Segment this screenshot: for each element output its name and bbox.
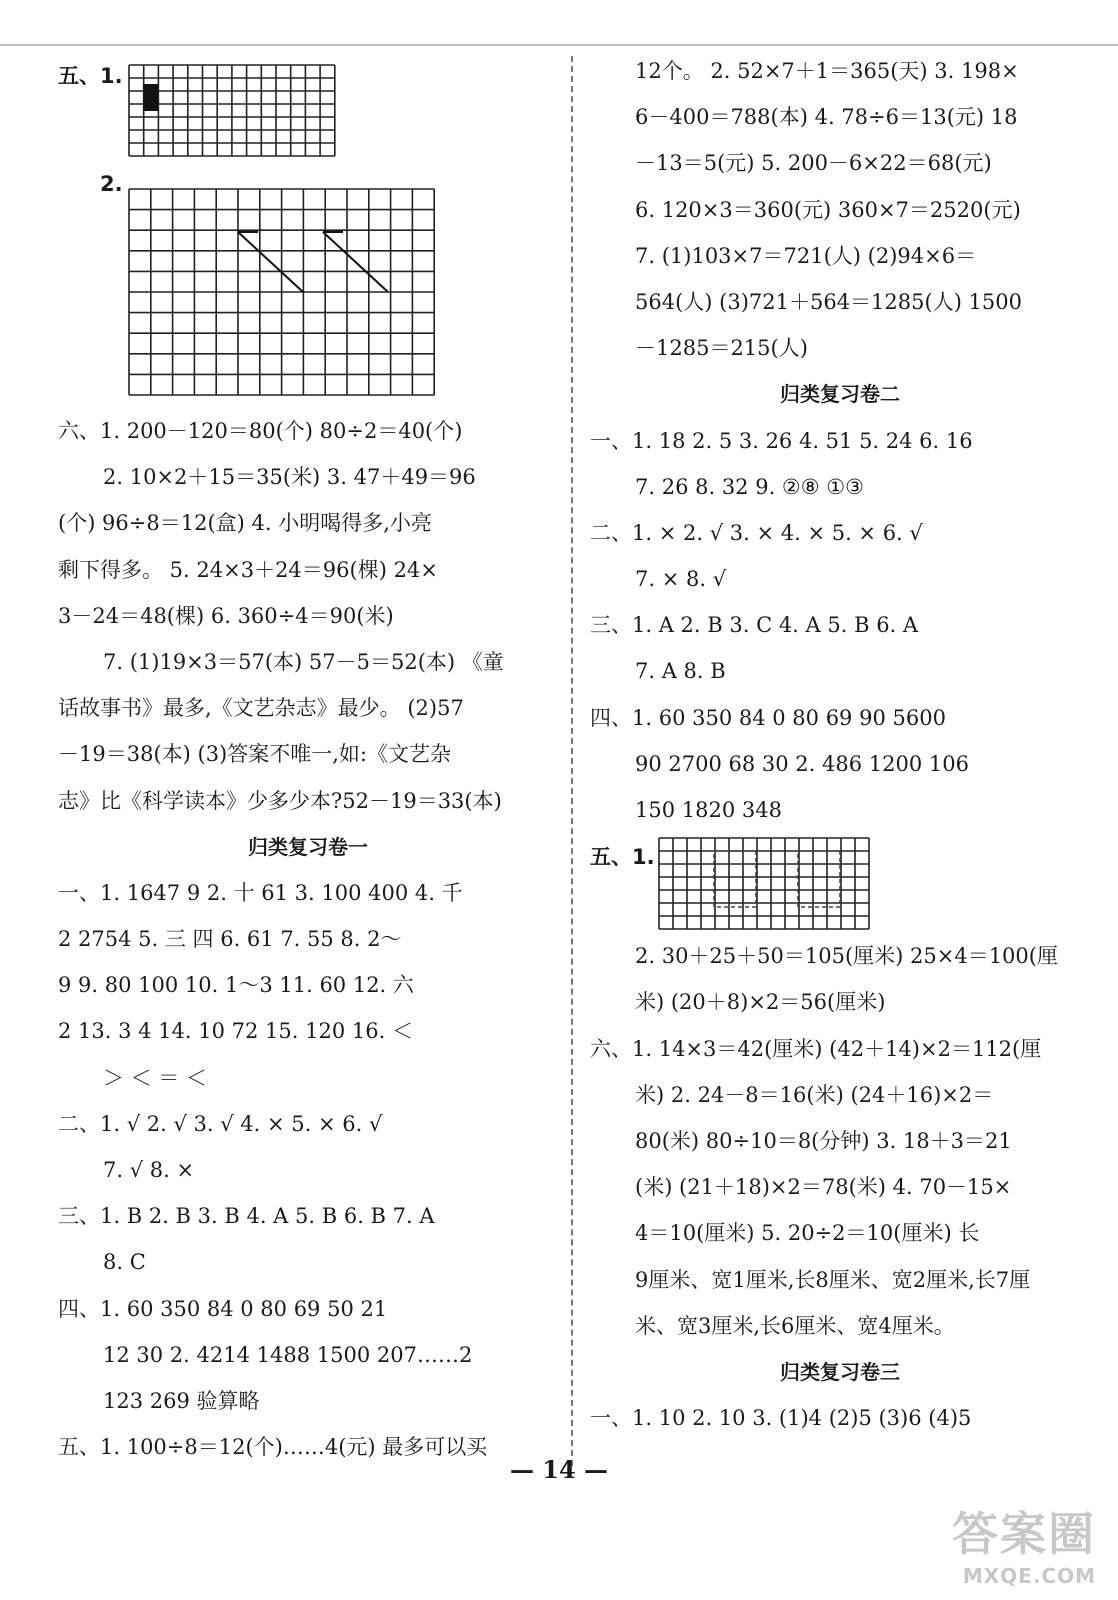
right-column xyxy=(590,48,1090,1441)
answer-line: 四、1. 60 350 84 0 80 69 50 21 xyxy=(58,1296,388,1321)
answer-line: ＞ ＜ ＝ ＜ xyxy=(103,1065,208,1090)
left-column xyxy=(58,48,558,1470)
answer-line: －13＝5(元) 5. 200－6×22＝68(元) xyxy=(635,151,992,176)
section-heading: 归类复习卷一 xyxy=(248,834,368,859)
answer-line: 80(米) 80÷10＝8(分钟) 3. 18＋3＝21 xyxy=(635,1128,1012,1153)
drawn-figure-line xyxy=(238,232,303,292)
answer-line: 二、1. √ 2. √ 3. √ 4. × 5. × 6. √ xyxy=(58,1111,383,1136)
column-divider xyxy=(571,56,573,1466)
watermark-text: 答案圈 xyxy=(952,1507,1096,1561)
answer-line: 7. A 8. B xyxy=(635,659,726,684)
grid-question-1 xyxy=(58,48,558,170)
dashed-figure xyxy=(798,851,840,907)
answer-line: 2 13. 3 4 14. 10 72 15. 120 16. ＜ xyxy=(58,1019,413,1044)
answer-line: 7. (1)19×3＝57(本) 57－5＝52(本) 《童 xyxy=(103,649,504,674)
shaded-cell xyxy=(143,84,158,111)
section-heading: 归类复习卷二 xyxy=(780,382,900,407)
answer-line: 90 2700 68 30 2. 486 1200 106 xyxy=(635,751,969,776)
dashed-figure xyxy=(714,851,756,907)
answer-line: 2. 30＋25＋50＝105(厘米) 25×4＝100(厘 xyxy=(635,944,1058,969)
answer-line: 2 2754 5. 三 四 6. 61 7. 55 8. 2～ xyxy=(58,927,402,952)
answer-line: 米、宽3厘米,长6厘米、宽4厘米。 xyxy=(635,1313,955,1338)
top-rule xyxy=(0,44,1118,46)
answer-line: 7. × 8. √ xyxy=(635,567,727,592)
answer-line: 一、1. 10 2. 10 3. (1)4 (2)5 (3)6 (4)5 xyxy=(590,1406,972,1431)
drawn-figure-line xyxy=(323,232,388,292)
answer-line: 564(人) (3)721＋564＝1285(人) 1500 xyxy=(635,289,1023,314)
answer-line: 6. 120×3＝360(元) 360×7＝2520(元) xyxy=(635,197,1021,222)
answer-line: 米) (20＋8)×2＝56(厘米) xyxy=(635,990,886,1015)
answer-line: 9厘米、宽1厘米,长8厘米、宽2厘米,长7厘 xyxy=(635,1267,1031,1292)
answer-line: (米) (21＋18)×2＝78(米) 4. 70－15× xyxy=(635,1175,1012,1200)
grid-question-2 xyxy=(58,170,558,408)
page-number: — 14 — xyxy=(509,1455,609,1484)
answer-line: 7. (1)103×7＝721(人) (2)94×6＝ xyxy=(635,243,977,268)
answer-line: 9 9. 80 100 10. 1～3 11. 60 12. 六 xyxy=(58,973,414,998)
section-heading: 归类复习卷三 xyxy=(780,1359,900,1384)
answer-line: (个) 96÷8＝12(盒) 4. 小明喝得多,小亮 xyxy=(58,511,432,536)
answer-line: 话故事书》最多,《文艺杂志》最少。 (2)57 xyxy=(58,696,464,721)
answer-line: 8. C xyxy=(103,1250,146,1275)
square-grid-large xyxy=(128,188,436,398)
answer-line: 123 269 验算略 xyxy=(103,1388,260,1413)
watermark-logo xyxy=(952,1498,1096,1588)
right-answer-lines-a xyxy=(590,48,1090,833)
square-grid-right xyxy=(658,837,870,931)
section-label: 五、1. xyxy=(58,64,123,88)
watermark-url: MXQE.COM xyxy=(962,1564,1096,1588)
answer-line: 4＝10(厘米) 5. 20÷2＝10(厘米) 长 xyxy=(635,1221,980,1246)
answer-line: 六、1. 14×3＝42(厘米) (42＋14)×2＝112(厘 xyxy=(590,1036,1042,1061)
answer-line: 米) 2. 24－8＝16(米) (24＋16)×2＝ xyxy=(635,1082,994,1107)
answer-line: 剩下得多。 5. 24×3＋24＝96(棵) 24× xyxy=(58,557,438,582)
answer-line: 二、1. × 2. √ 3. × 4. × 5. × 6. √ xyxy=(590,520,923,545)
answer-line: －1285＝215(人) xyxy=(635,336,808,361)
section-label: 五、1. xyxy=(590,845,655,870)
answer-line: 6－400＝788(本) 4. 78÷6＝13(元) 18 xyxy=(635,105,1018,130)
answer-line: 12个。 2. 52×7＋1＝365(天) 3. 198× xyxy=(635,59,1019,83)
answer-line: 五、1. 100÷8＝12(个)……4(元) 最多可以买 xyxy=(58,1435,488,1460)
answer-line: 志》比《科学读本》少多少本?52－19＝33(本) xyxy=(58,788,502,813)
grid-question-right xyxy=(590,833,1090,933)
left-answer-lines xyxy=(58,408,558,1470)
right-answer-lines-b xyxy=(590,933,1090,1441)
answer-line: 三、1. B 2. B 3. B 4. A 5. B 6. B 7. A xyxy=(58,1204,435,1229)
answer-line: 一、1. 1647 9 2. 十 61 3. 100 400 4. 千 xyxy=(58,880,463,905)
square-grid-small xyxy=(128,64,338,158)
answer-line: 四、1. 60 350 84 0 80 69 90 5600 xyxy=(590,705,946,730)
answer-line: －19＝38(本) (3)答案不唯一,如:《文艺杂 xyxy=(58,742,452,767)
answer-line: 7. 26 8. 32 9. ②⑧ ①③ xyxy=(635,474,864,499)
answer-line: 一、1. 18 2. 5 3. 26 4. 51 5. 24 6. 16 xyxy=(590,428,973,453)
question-label: 2. xyxy=(100,172,123,196)
answer-line: 3－24＝48(棵) 6. 360÷4＝90(米) xyxy=(58,603,394,628)
answer-line: 六、1. 200－120＝80(个) 80÷2＝40(个) xyxy=(58,419,463,443)
answer-line: 150 1820 348 xyxy=(635,798,782,822)
answer-line: 7. √ 8. × xyxy=(103,1158,195,1182)
answer-line: 12 30 2. 4214 1488 1500 207……2 xyxy=(103,1342,473,1367)
answer-line: 2. 10×2＋15＝35(米) 3. 47＋49＝96 xyxy=(103,465,476,490)
answer-line: 三、1. A 2. B 3. C 4. A 5. B 6. A xyxy=(590,613,919,638)
